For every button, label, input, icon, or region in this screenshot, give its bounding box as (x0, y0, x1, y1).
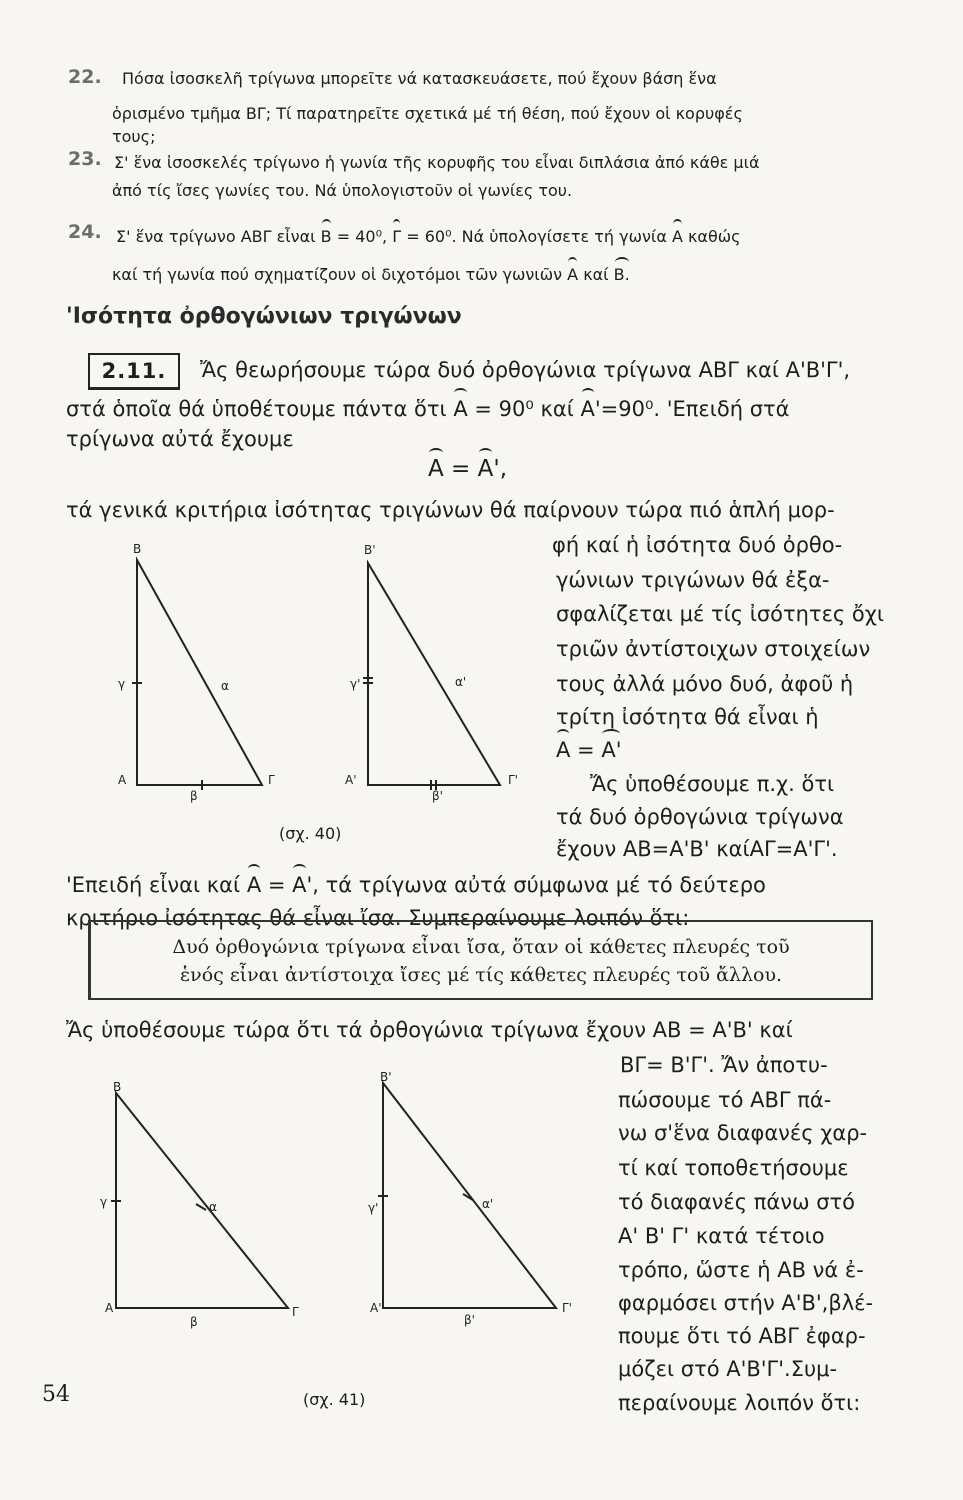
side-label: α' (482, 1197, 494, 1211)
paragraph-line: στά ὁποῖα θά ὑποθέτουμε πάντα ὅτι Α = 90⁰ καί Α'=90⁰. 'Επειδή στά (66, 397, 790, 421)
paragraph-line: 'Επειδή εἶναι καί Α = Α', τά τρίγωνα αὐτά σύμφωνα μέ τό δεύτερο (66, 873, 766, 897)
vertex-label: Γ' (562, 1301, 572, 1315)
side-label: γ (100, 1195, 108, 1209)
paragraph-line: σφαλίζεται μέ τίς ἰσότητες ὄχι (556, 602, 885, 626)
section-number: 2.11. (88, 353, 180, 390)
equation: Α = Α', (428, 456, 508, 482)
vertex-label: B (133, 542, 142, 556)
triangle-abg-prime (383, 1083, 556, 1308)
side-label: β' (432, 789, 443, 803)
side-label: γ' (368, 1201, 379, 1215)
side-label: γ (118, 677, 126, 691)
paragraph-line: ΒΓ= Β'Γ'. Ἄν ἀποτυ- (620, 1053, 828, 1077)
exercise-text: καί τή γωνία πού σχηματίζουν οἱ διχοτόμοι τῶν γωνιῶν Α καί Β. (112, 265, 630, 284)
exercise-number: 24. (68, 221, 102, 243)
paragraph-line: πώσουμε τό ΑΒΓ πά- (618, 1088, 832, 1112)
paragraph-line: φαρμόσει στήν Α'Β',βλέ- (618, 1291, 874, 1315)
exercise-number: 22. (68, 66, 102, 88)
vertex-label: Γ (268, 773, 275, 787)
paragraph-line: τρόπο, ὥστε ἡ ΑΒ νά ἐ- (618, 1258, 864, 1282)
paragraph-line: τό διαφανές πάνω στό (618, 1190, 856, 1214)
paragraph-line: τρίτη ἰσότητα θά εἶναι ἡ (556, 705, 819, 729)
theorem-line: ἑνός εἶναι ἀντίστοιχα ἴσες μέ τίς κάθετες πλευρές τοῦ ἄλλου. (179, 964, 783, 986)
triangle-abg-prime (368, 563, 500, 785)
vertex-label: B (113, 1080, 122, 1094)
paragraph-line: τρίγωνα αὐτά ἔχουμε (66, 427, 294, 451)
paragraph-line: Ἄς θεωρήσουμε τώρα δυό ὀρθογώνια τρίγωνα ΑΒΓ καί Α'Β'Γ', (200, 358, 851, 382)
section-heading: 'Ισότητα ὀρθογώνιων τριγώνων (66, 304, 462, 329)
side-label: β (190, 789, 198, 803)
exercise-text: Πόσα ἰσοσκελῆ τρίγωνα μπορεῖτε νά κατασκευάσετε, πού ἔχουν βάση ἕνα (122, 69, 717, 88)
side-label: α (209, 1200, 217, 1214)
paragraph-line: φή καί ἡ ἰσότητα δυό ὀρθο- (552, 533, 843, 557)
vertex-label: B' (380, 1070, 392, 1084)
side-label: β (190, 1315, 198, 1329)
exercise-number: 23. (68, 148, 102, 170)
paragraph-line: Α' Β' Γ' κατά τέτοιο (618, 1224, 825, 1248)
exercise-text: τους; (112, 127, 156, 146)
paragraph-line: τά δυό ὀρθογώνια τρίγωνα (556, 805, 844, 829)
paragraph-line: ἔχουν ΑΒ=Α'Β' καίΑΓ=Α'Γ'. (556, 837, 838, 861)
side-label: β' (464, 1313, 475, 1327)
paragraph-line: περαίνουμε λοιπόν ὅτι: (618, 1391, 861, 1415)
triangle-abg (116, 1093, 288, 1308)
theorem-line: Δυό ὀρθογώνια τρίγωνα εἶναι ἴσα, ὅταν οἱ κάθετες πλευρές τοῦ (172, 936, 790, 958)
vertex-label: A (118, 773, 127, 787)
paragraph-line: νω σ'ἕνα διαφανές χαρ- (618, 1121, 868, 1145)
paragraph-line: τί καί τοποθετήσουμε (618, 1156, 849, 1180)
vertex-label: Γ (292, 1305, 299, 1319)
vertex-label: A (105, 1301, 114, 1315)
paragraph-line: γώνιων τριγώνων θά ἐξα- (556, 568, 830, 592)
vertex-label: A' (370, 1301, 382, 1315)
vertex-label: B' (364, 543, 376, 557)
page-number: 54 (42, 1382, 70, 1407)
side-label: γ' (350, 677, 361, 691)
paragraph-line: πουμε ὅτι τό ΑΒΓ ἐφαρ- (618, 1324, 866, 1348)
figure-caption: (σχ. 41) (303, 1390, 366, 1409)
paragraph-line: τά γενικά κριτήρια ἰσότητας τριγώνων θά παίρνουν τώρα πιό ἁπλή μορ- (66, 498, 835, 522)
paragraph-line: τριῶν ἀντίστοιχων στοιχείων (556, 637, 871, 661)
side-label: α (221, 679, 229, 693)
exercise-text: Σ' ἕνα ἰσοσκελές τρίγωνο ἡ γωνία τῆς κορυφῆς του εἶναι διπλάσια ἀπό κάθε μιά (114, 153, 760, 172)
triangle-abg (137, 560, 262, 785)
figure-caption: (σχ. 40) (279, 824, 342, 843)
paragraph-line: μόζει στό Α'Β'Γ'.Συμ- (618, 1357, 838, 1381)
paragraph-line: κριτήριο ἰσότητας θά εἶναι ἴσα. Συμπεραίνουμε λοιπόν ὅτι: (66, 906, 690, 930)
paragraph-line: Ἄς ὑποθέσουμε τώρα ὅτι τά ὀρθογώνια τρίγωνα ἔχουν ΑΒ = Α'Β' καί (66, 1018, 793, 1042)
paragraph-line: τους ἀλλά μόνο δυό, ἀφοῦ ἡ (556, 672, 854, 696)
vertex-label: A' (345, 773, 357, 787)
exercise-text: ὁρισμένο τμῆμα ΒΓ; Τί παρατηρεῖτε σχετικά μέ τή θέση, πού ἔχουν οἱ κορυφές (112, 104, 743, 123)
exercise-text: Σ' ἕνα τρίγωνο ΑΒΓ εἶναι Β = 40⁰, Γ = 60⁰. Νά ὑπολογίσετε τή γωνία Α καθώς (116, 227, 741, 246)
exercise-text: ἀπό τίς ἴσες γωνίες του. Νά ὑπολογιστοῦν οἱ γωνίες του. (112, 181, 573, 200)
side-label: α' (455, 675, 467, 689)
paragraph-line: Ἄς ὑποθέσουμε π.χ. ὅτι (590, 772, 835, 796)
vertex-label: Γ' (508, 773, 518, 787)
equation: Α = Α' (556, 738, 622, 762)
